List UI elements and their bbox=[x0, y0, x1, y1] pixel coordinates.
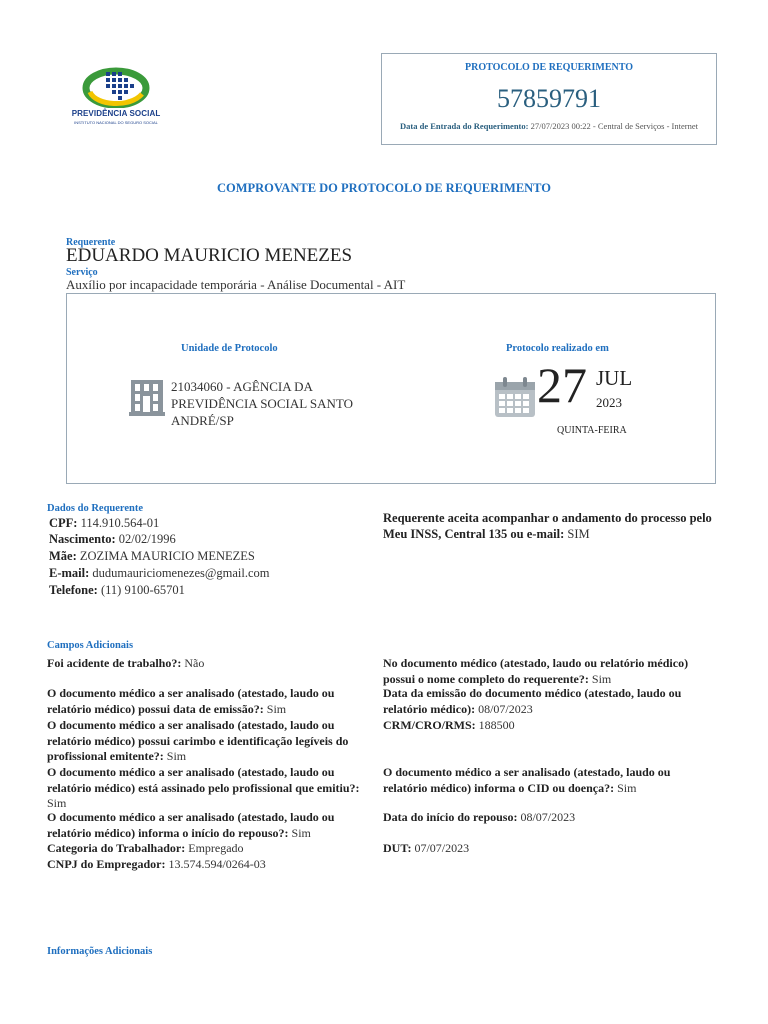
campo-right-4 bbox=[383, 810, 713, 826]
campo-value: Sim bbox=[291, 825, 311, 840]
campo-key: O documento médico a ser analisado (atestado, laudo ou relatório médico) informa o CID ou doença?: bbox=[383, 765, 671, 795]
campo-value: 08/07/2023 bbox=[478, 701, 533, 716]
telefone-value: (11) 9100-65701 bbox=[100, 583, 185, 597]
campo-left-4 bbox=[47, 810, 377, 841]
telefone-key: Telefone: bbox=[49, 583, 98, 597]
campo-key: No documento médico (atestado, laudo ou relatório médico) possui o nome completo do requerente?: bbox=[383, 656, 689, 686]
campo-left-2 bbox=[47, 718, 377, 765]
logo-subtitle: INSTITUTO NACIONAL DO SEGURO SOCIAL bbox=[74, 120, 158, 125]
protocol-number: 57859791 bbox=[497, 84, 601, 113]
campo-value: Sim bbox=[166, 749, 187, 763]
email-key: E-mail: bbox=[49, 566, 90, 580]
aceita-acompanhar-value: SIM bbox=[567, 527, 590, 541]
protocol-box bbox=[381, 53, 717, 145]
campo-value: 08/07/2023 bbox=[520, 810, 576, 824]
date-weekday: QUINTA-FEIRA bbox=[557, 425, 627, 436]
protocol-title: PROTOCOLO DE REQUERIMENTO bbox=[465, 62, 633, 73]
campo-key: Categoria do Trabalhador: bbox=[47, 841, 186, 855]
campo-value: Sim bbox=[266, 701, 287, 716]
cpf-key: CPF: bbox=[49, 516, 78, 530]
date-day: 27 bbox=[537, 357, 587, 413]
campo-key: DUT: bbox=[383, 841, 412, 855]
campo-key: Data do início do repouso: bbox=[383, 810, 518, 824]
campo-key: O documento médico a ser analisado (atestado, laudo ou relatório médico) informa o início do repouso?: bbox=[47, 810, 335, 840]
campo-left-3 bbox=[47, 765, 377, 812]
campo-key: Data da emissão do documento médico (atestado, laudo ou relatório médico): bbox=[383, 686, 682, 716]
informacoes-adicionais-label: Informações Adicionais bbox=[47, 946, 153, 957]
mae-line bbox=[49, 548, 255, 565]
protocol-entry-date bbox=[392, 121, 706, 132]
logo-name: PREVIDÊNCIA SOCIAL bbox=[71, 109, 161, 118]
campo-value: Sim bbox=[47, 796, 67, 810]
campo-right-0 bbox=[383, 656, 713, 687]
campos-adicionais-label: Campos Adicionais bbox=[47, 640, 134, 651]
protocolo-data-label: Protocolo realizado em bbox=[506, 343, 609, 354]
campo-right-2 bbox=[383, 718, 713, 734]
campo-key: O documento médico a ser analisado (atestado, laudo ou relatório médico) está assinado pelo profissional que emitiu?: bbox=[47, 765, 360, 795]
cpf-line bbox=[49, 515, 159, 532]
campo-right-3 bbox=[383, 765, 713, 796]
requerente-name: EDUARDO MAURICIO MENEZES bbox=[66, 245, 353, 266]
date-month: JUL bbox=[596, 366, 633, 390]
calendar-icon bbox=[494, 376, 536, 423]
campo-value: 13.574.594/0264-03 bbox=[168, 857, 266, 871]
campo-right-5 bbox=[383, 841, 713, 857]
previdencia-logo bbox=[66, 66, 166, 130]
campo-value: Empregado bbox=[188, 841, 244, 855]
campo-left-1 bbox=[47, 686, 377, 717]
campo-left-0 bbox=[47, 656, 377, 672]
servico-text: Auxílio por incapacidade temporária - Análise Documental - AIT bbox=[66, 277, 406, 292]
date-year: 2023 bbox=[596, 395, 622, 410]
aceita-acompanhar-key: Requerente aceita acompanhar o andamento do processo pelo Meu INSS, Central 135 ou e-mail: bbox=[383, 511, 712, 541]
campo-left-6 bbox=[47, 857, 377, 873]
unidade-label: Unidade de Protocolo bbox=[181, 343, 278, 354]
campo-key: Foi acidente de trabalho?: bbox=[47, 656, 182, 670]
entry-date-value: 27/07/2023 00:22 - Central de Serviços - Internet bbox=[530, 121, 698, 131]
mae-value: ZOZIMA MAURICIO MENEZES bbox=[79, 549, 255, 563]
email-line bbox=[49, 565, 270, 582]
nascimento-line bbox=[49, 531, 176, 548]
cpf-value: 114.910.564-01 bbox=[80, 516, 160, 530]
campo-key: CRM/CRO/RMS: bbox=[383, 718, 476, 732]
campo-key: O documento médico a ser analisado (atestado, laudo ou relatório médico) possui data de emissão?: bbox=[47, 686, 335, 716]
campo-value: Sim bbox=[591, 671, 612, 686]
previdencia-logo-icon bbox=[82, 66, 152, 108]
campo-right-1 bbox=[383, 686, 713, 717]
campo-key: CNPJ do Empregador: bbox=[47, 857, 166, 871]
mae-key: Mãe: bbox=[49, 549, 77, 563]
campo-value: 07/07/2023 bbox=[414, 841, 470, 855]
telefone-line bbox=[49, 582, 185, 599]
building-icon bbox=[129, 378, 165, 421]
nascimento-key: Nascimento: bbox=[49, 532, 116, 546]
requerente-label: Requerente bbox=[66, 237, 116, 248]
document-title: COMPROVANTE DO PROTOCOLO DE REQUERIMENTO bbox=[216, 181, 552, 195]
campo-value: Não bbox=[184, 656, 205, 670]
dados-requerente-label: Dados do Requerente bbox=[47, 503, 144, 514]
campo-left-5 bbox=[47, 841, 377, 857]
servico-label: Serviço bbox=[66, 267, 98, 278]
entry-date-label: Data de Entrada do Requerimento: bbox=[400, 121, 529, 131]
email-value: dudumauriciomenezes@gmail.com bbox=[92, 566, 270, 580]
campo-value: Sim bbox=[617, 780, 637, 795]
unidade-text: 21034060 - AGÊNCIA DA PREVIDÊNCIA SOCIAL SANTO ANDRÉ/SP bbox=[171, 379, 354, 428]
aceita-acompanhar-line bbox=[383, 510, 718, 542]
nascimento-value: 02/02/1996 bbox=[118, 532, 176, 546]
campo-value: 188500 bbox=[478, 718, 515, 732]
campo-key: O documento médico a ser analisado (atestado, laudo ou relatório médico) possui carimbo e identificação legíveis do profissional emitente?: bbox=[47, 718, 349, 763]
